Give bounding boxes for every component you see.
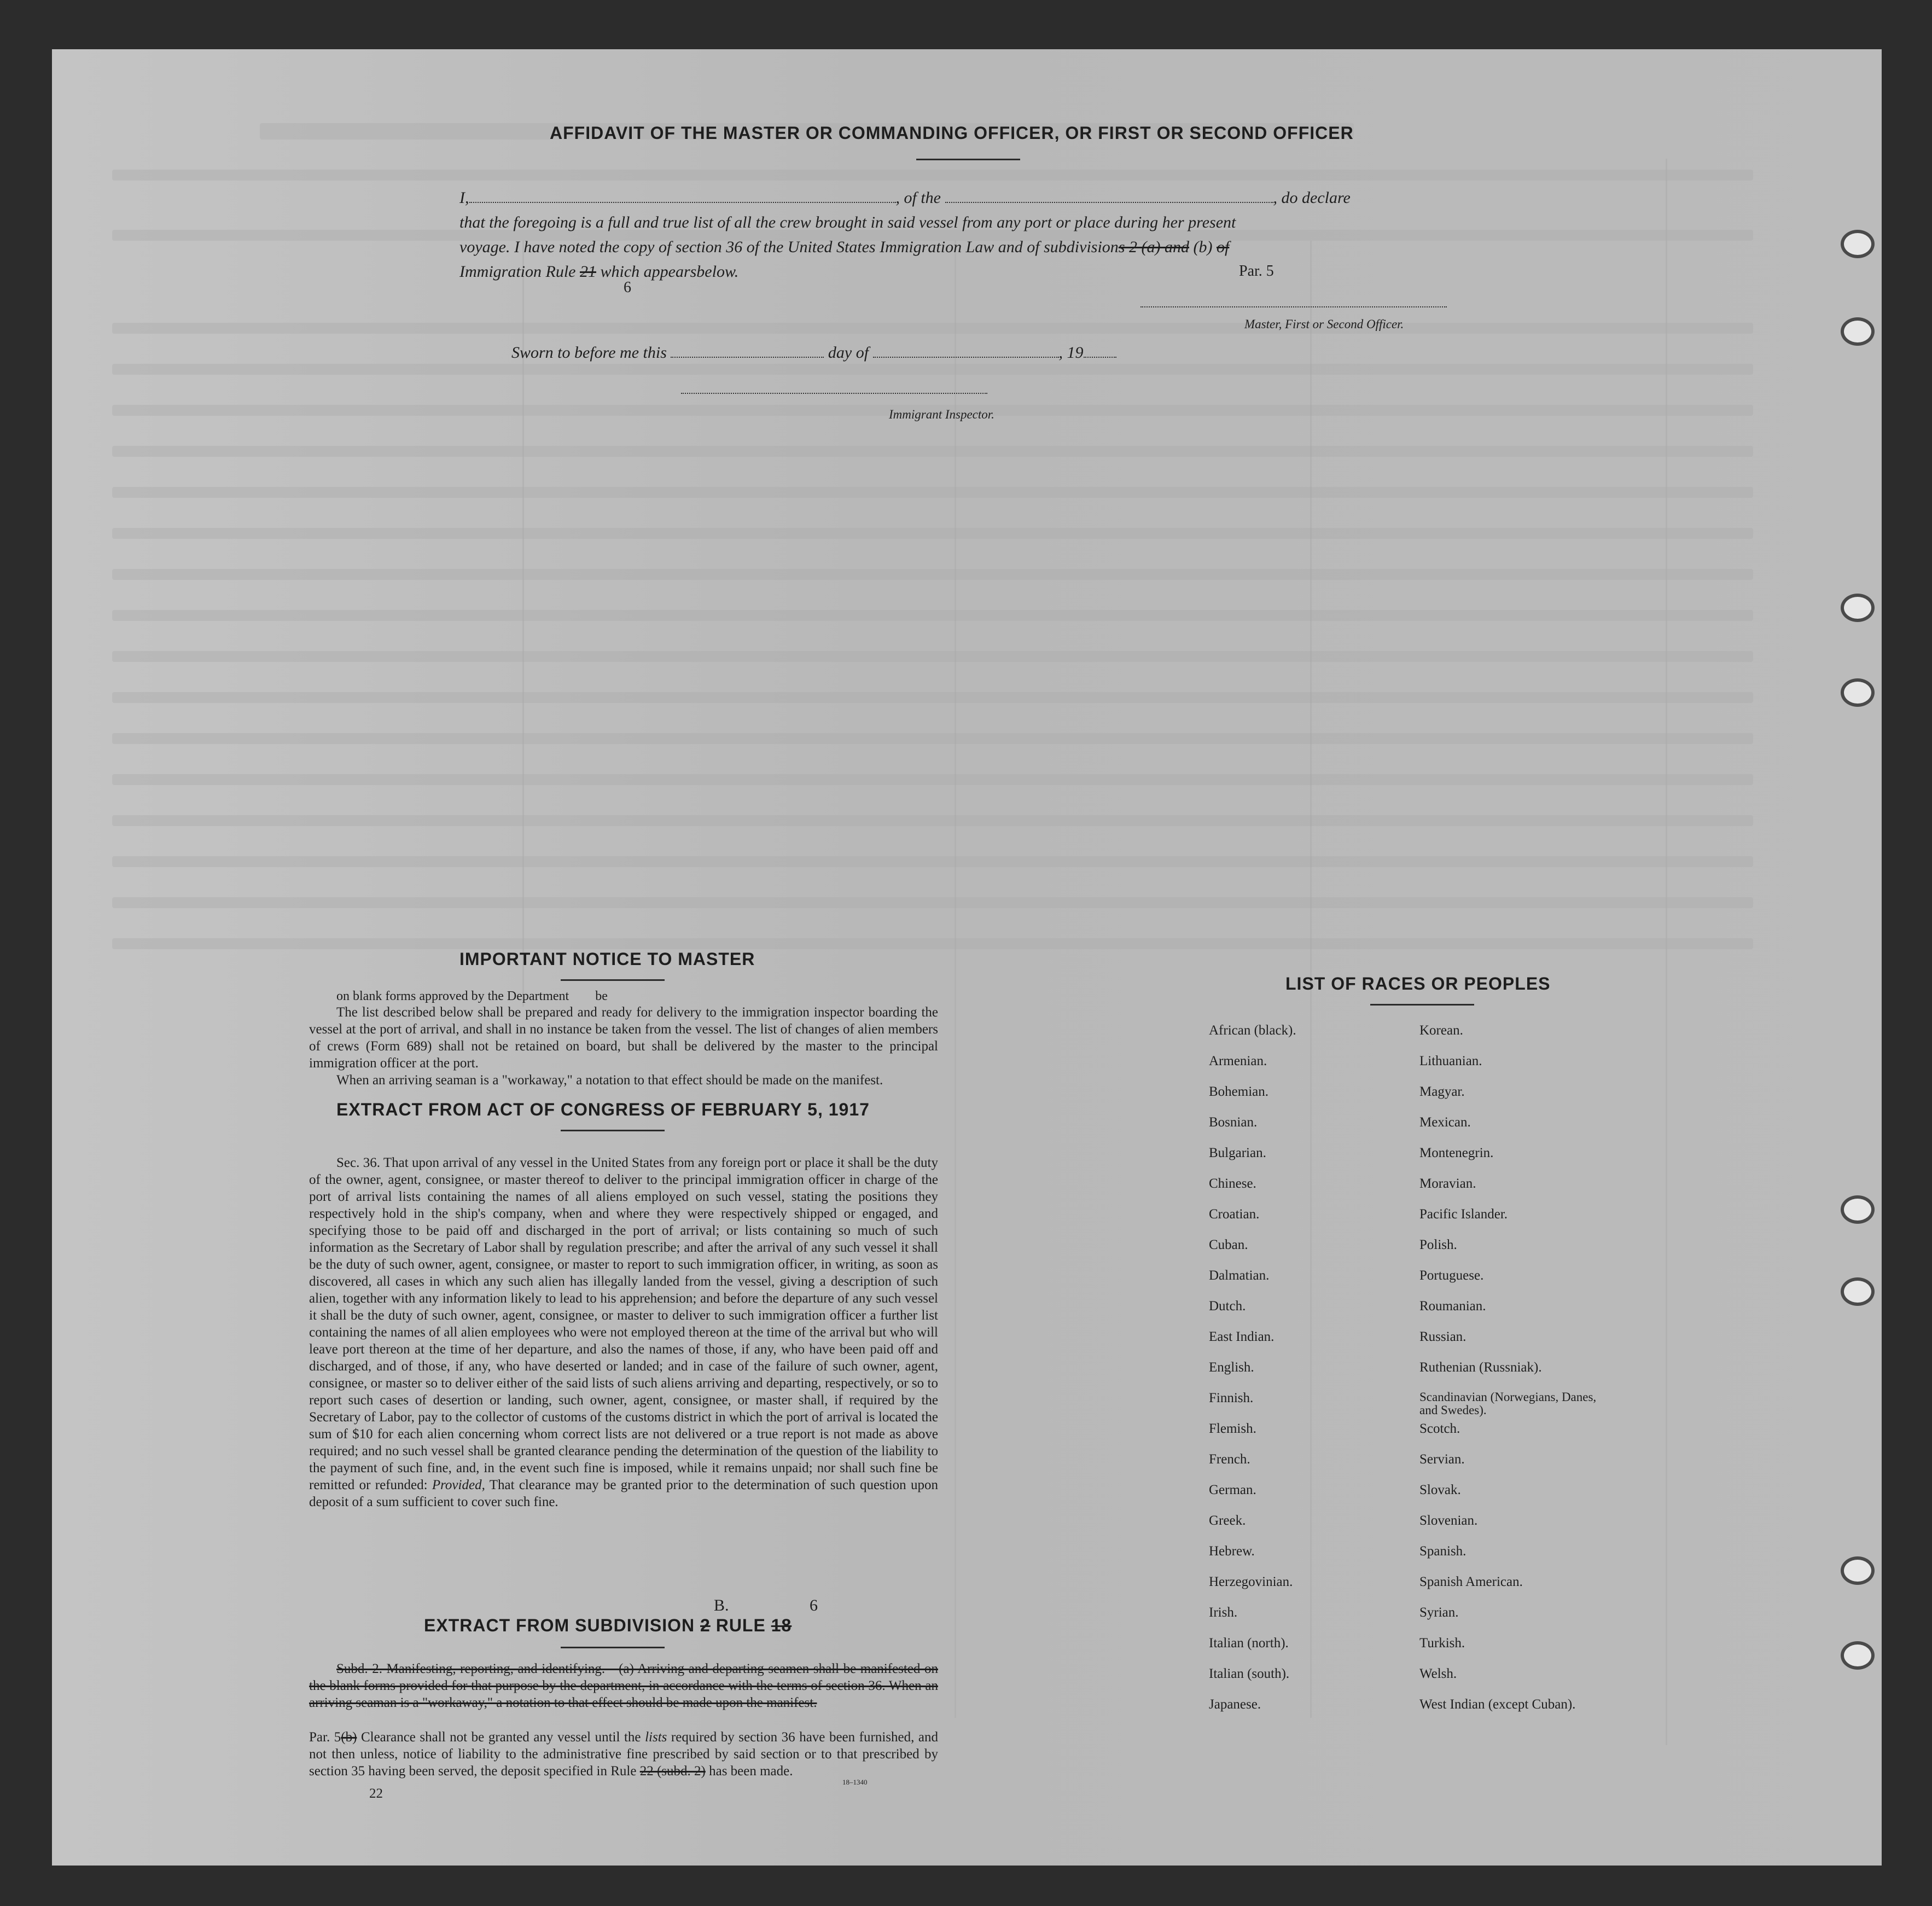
- race-item: Croatian.: [1209, 1207, 1260, 1222]
- notice-title: IMPORTANT NOTICE TO MASTER: [459, 949, 755, 969]
- handwritten-rule-6: 6: [624, 279, 631, 296]
- section-label: Sec. 36.: [336, 1155, 380, 1170]
- punch-hole: [1841, 1556, 1875, 1585]
- punch-hole: [1841, 317, 1875, 346]
- handwritten-22: 22: [369, 1786, 383, 1801]
- extract-rule-underline: [561, 1647, 665, 1648]
- extract-act-underline: [561, 1130, 665, 1131]
- race-item: Armenian.: [1209, 1054, 1267, 1068]
- race-item: Italian (north).: [1209, 1636, 1289, 1651]
- punch-hole: [1841, 594, 1875, 622]
- race-item: Lithuanian.: [1419, 1054, 1482, 1068]
- race-item: Scandinavian (Norwegians, Danes, and Swedes).: [1419, 1390, 1597, 1417]
- race-item: Slovak.: [1419, 1483, 1461, 1497]
- race-item: Servian.: [1419, 1452, 1465, 1467]
- race-item: Japanese.: [1209, 1697, 1261, 1712]
- race-item: Syrian.: [1419, 1605, 1459, 1620]
- punch-hole: [1841, 678, 1875, 707]
- race-item: Dutch.: [1209, 1299, 1246, 1314]
- notice-body: [309, 1004, 938, 1089]
- race-item: French.: [1209, 1452, 1250, 1467]
- race-item: Dalmatian.: [1209, 1268, 1270, 1283]
- sworn-line: Sworn to before me this day of , 19: [511, 344, 1116, 362]
- race-item: Mexican.: [1419, 1115, 1471, 1130]
- extract-rule-title: EXTRACT FROM SUBDIVISION 2 RULE 18: [424, 1616, 792, 1635]
- handwritten-b: B.: [714, 1596, 729, 1614]
- race-item: Spanish.: [1419, 1544, 1467, 1559]
- handwritten-par-5: Par. 5: [1239, 263, 1274, 280]
- race-item: Greek.: [1209, 1513, 1246, 1528]
- race-item: Roumanian.: [1419, 1299, 1486, 1314]
- affidavit-line-3: voyage. I have noted the copy of section 36 of the United States Immigration Law and of subdivisions 2 (a) and (b) of: [459, 238, 1230, 256]
- races-underline: [1370, 1004, 1474, 1006]
- race-item: Bosnian.: [1209, 1115, 1258, 1130]
- declarant-name-blank: [469, 202, 896, 203]
- races-column-1: [1209, 1023, 1296, 1728]
- title-underline: [916, 159, 1020, 160]
- race-item: Herzegovinian.: [1209, 1574, 1293, 1589]
- race-item: Italian (south).: [1209, 1666, 1290, 1681]
- sworn-day-blank: [671, 357, 824, 358]
- race-item: Irish.: [1209, 1605, 1238, 1620]
- punch-hole: [1841, 1195, 1875, 1224]
- race-item: Bohemian.: [1209, 1084, 1269, 1099]
- race-item: English.: [1209, 1360, 1254, 1375]
- race-item: Finnish.: [1209, 1391, 1254, 1405]
- clearance-paragraph: Par. 5(b) Clearance shall not be granted any vessel until the lists required by section 36 have been furnished, and not then unless, notice of liability to the administrative fine prescribed by said section or to that prescribed by section 35 having been served, the deposit specified in Rule 22 (subd. 2) has been made.: [309, 1730, 938, 1779]
- races-column-2: [1419, 1023, 1605, 1728]
- extract-act-title: EXTRACT FROM ACT OF CONGRESS OF FEBRUARY 5, 1917: [336, 1100, 870, 1119]
- document-page: [52, 49, 1882, 1866]
- race-item: Slovenian.: [1419, 1513, 1478, 1528]
- race-item: Portuguese.: [1419, 1268, 1484, 1283]
- notice-underline: [561, 979, 665, 981]
- affidavit-line-2: that the foregoing is a full and true list of all the crew brought in said vessel from any port or place during her present: [459, 213, 1236, 231]
- race-item: Korean.: [1419, 1023, 1463, 1038]
- race-item: Spanish American.: [1419, 1574, 1523, 1589]
- race-item: Ruthenian (Russniak).: [1419, 1360, 1542, 1375]
- race-item: East Indian.: [1209, 1329, 1275, 1344]
- inspector-signature-line: [681, 393, 987, 394]
- extract-act-body: Sec. 36. That upon arrival of any vessel in the United States from any foreign port or place it shall be the duty of the owner, agent, consignee, or master thereof to deliver to the principal immigration officer in charge of the port of arrival lists containing the names of all aliens employed on such vessel, stating the positions they respectively hold in the ship's company, when and where they were respectively shipped or engaged, and specifying those to be paid off and discharged in the port of arrival; or lists containing so much of such information as the Secretary of Labor shall by regulation prescribe; and after the arrival of any such vessel it shall be the duty of such owner, agent, consignee, or master to report to such immigration officer, in writing, as soon as discovered, all cases in which any such alien has illegally landed from the vessel, giving a description of such alien, together with any information likely to lead to his apprehension; and before the departure of any such vessel it shall be the duty of such owner, agent, consignee, or master to deliver to such immigration officer a further list containing the names of all alien employees who were not employed thereon at the time of the arrival but who will leave port thereon at the time of her departure, and also the names of those, if any, who have been paid off and discharged, and of those, if any, who have deserted or landed; and in case of the failure of such owner, agent, consignee, or master so to deliver either of the said lists of such aliens arriving and departing, respectively, or so to report such cases of desertion or landing, such owner, agent, consignee, or master shall, if required by the Secretary of Labor, pay to the collector of customs of the customs district in which the port of arrival is located the sum of $10 for each alien concerning whom correct lists are not delivered or a true report is not made as above required; and no such vessel shall be granted clearance pending the determination of the question of the liability to the payment of such fine, and, in the event such fine is imposed, while it remains unpaid; nor shall such fine be remitted or refunded: Provided, That clearance may be granted prior to the determination of such question upon deposit of a sum sufficient to cover such fine.: [309, 1155, 938, 1509]
- notice-paragraph-1: The list described below shall be prepared and ready for delivery to the immigration inspector boarding the vessel at the port of arrival, and shall in no instance be taken from the vessel. The list of changes of alien members of crews (Form 689) shall not be retained on board, but shall be delivered by the master to the principal immigration officer at the port.: [309, 1005, 938, 1071]
- punch-hole: [1841, 1277, 1875, 1306]
- race-item: Flemish.: [1209, 1421, 1256, 1436]
- affidavit-title: AFFIDAVIT OF THE MASTER OR COMMANDING OFFICER, OR FIRST OR SECOND OFFICER: [550, 123, 1354, 143]
- inspector-label: Immigrant Inspector.: [889, 408, 994, 421]
- form-number: 18–1340: [842, 1778, 868, 1786]
- punch-hole: [1841, 1641, 1875, 1670]
- signature-label: Master, First or Second Officer.: [1244, 317, 1404, 331]
- race-item: Cuban.: [1209, 1237, 1248, 1252]
- affidavit-line-1: I, , of the , do declare: [459, 189, 1351, 207]
- race-item: Polish.: [1419, 1237, 1457, 1252]
- vessel-name-blank: [945, 202, 1273, 203]
- race-item: Bulgarian.: [1209, 1146, 1266, 1160]
- race-item: Turkish.: [1419, 1636, 1465, 1651]
- races-title: LIST OF RACES OR PEOPLES: [1285, 974, 1551, 993]
- race-item: Russian.: [1419, 1329, 1467, 1344]
- sworn-year-blank: [1084, 357, 1116, 358]
- signature-line: [1140, 306, 1447, 307]
- race-item: Magyar.: [1419, 1084, 1465, 1099]
- race-item: German.: [1209, 1483, 1256, 1497]
- race-item: Montenegrin.: [1419, 1146, 1494, 1160]
- race-item: Moravian.: [1419, 1176, 1476, 1191]
- race-item: Hebrew.: [1209, 1544, 1255, 1559]
- race-item: Welsh.: [1419, 1666, 1457, 1681]
- race-item: African (black).: [1209, 1023, 1296, 1038]
- race-item: Scotch.: [1419, 1421, 1460, 1436]
- race-item: Chinese.: [1209, 1176, 1256, 1191]
- notice-paragraph-2: When an arriving seaman is a "workaway," a notation to that effect should be made on the manifest.: [336, 1073, 883, 1088]
- race-item: Pacific Islander.: [1419, 1207, 1508, 1222]
- notice-insert-line: on blank forms approved by the Department be: [336, 989, 608, 1003]
- punch-hole: [1841, 230, 1875, 258]
- sworn-month-blank: [873, 357, 1059, 358]
- affidavit-line-4: Immigration Rule 21 which appearsbelow.: [459, 263, 739, 281]
- struck-subdivision-text: Subd. 2. Manifesting, reporting, and identifying.—(a) Arriving and departing seamen shall be manifested on the blank forms provided for that purpose by the department, in accordance with the terms of section 36. When an arriving seaman is a "workaway," a notation to that effect should be made upon the manifest.: [309, 1661, 938, 1710]
- handwritten-rule-number: 6: [810, 1596, 818, 1614]
- race-item: West Indian (except Cuban).: [1419, 1697, 1576, 1712]
